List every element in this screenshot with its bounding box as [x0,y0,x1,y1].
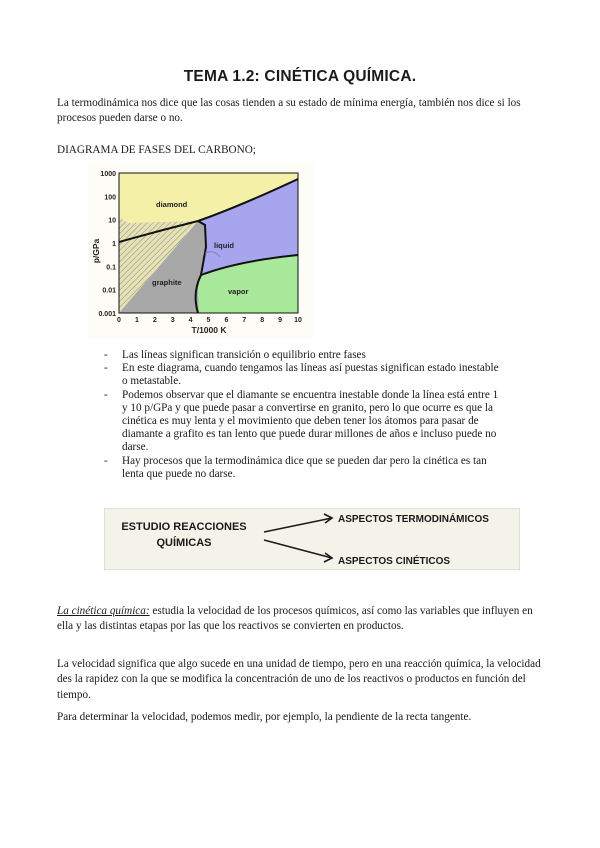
reaction-study-diagram [104,508,520,570]
x-tick-label: 1 [134,317,139,324]
y-tick-label: 0.01 [102,287,116,295]
y-tick-label: 0.1 [106,264,116,272]
x-tick-label: 5 [206,317,211,324]
list-item [104,349,499,362]
diamond-label: diamond [156,200,188,209]
x-tick-label: 9 [278,317,283,324]
bullet-list [104,349,499,481]
list-item [104,389,499,455]
bullet-marker: - [104,349,108,361]
kinetics-definition-paragraph [57,604,547,635]
kinetics-definition: estudia la velocidad de los procesos químicos, así como las variables que influyen en ella y las distintas etapas por las que los reactivos se convierten en productos. [57,605,533,633]
determine-velocity-paragraph: Para determinar la velocidad, podemos medir, por ejemplo, la pendiente de la recta tangente. [57,711,472,723]
study-source-line2: QUÍMICAS [156,537,212,549]
bullet-marker: - [104,362,108,375]
y-tick-label: 0.001 [98,311,116,318]
x-tick-label: 6 [224,317,229,324]
y-axis-label: p/GPa [91,238,101,264]
y-tick-label: 1000 [100,171,116,178]
bullet-text: En este diagrama, cuando tengamos las líneas así puestas significan estado inestable o metastable. [122,362,499,388]
x-tick-label: 0 [117,317,121,324]
study-source-line1: ESTUDIO REACCIONES [121,521,247,533]
vapor-label: vapor [228,287,249,296]
y-tick-label: 10 [108,217,116,225]
velocity-paragraph: La velocidad significa que algo sucede en una unidad de tiempo, pero en una reacción química, la velocidad des la rapidez con la que se modifica la concentración de uno de los reactivos o productos en función del tiempo. [57,658,541,701]
y-tick-label: 1 [112,241,116,248]
x-tick-label: 8 [260,317,265,324]
x-tick-label: 4 [188,317,193,324]
bullet-text: Podemos observar que el diamante se encuentra inestable donde la línea está entre 1 y 10 p/GPa y que puede pasar a convertirse en granito, pero lo que ocurre es que la cinética es muy lenta y el movimiento que deben tener los átomos para pasar de diamante a grafito es tan lento que puede durar millones de años e incluso puede no darse. [122,388,499,454]
x-tick-label: 7 [242,317,247,324]
bullet-marker: - [104,454,108,467]
list-item [104,362,499,388]
graphite-label: graphite [152,278,182,287]
bullet-text: Hay procesos que la termodinámica dice que se pueden dar pero la cinética es tan lenta que puede no darse. [122,454,487,480]
x-tick-label: 3 [170,317,175,324]
carbon-phase-diagram [88,163,313,338]
list-item [104,455,499,481]
page-title: TEMA 1.2: CINÉTICA QUÍMICA. [183,68,417,85]
study-target-bottom: ASPECTOS CINÉTICOS [338,556,451,567]
diagram-heading: DIAGRAMA DE FASES DEL CARBONO; [57,144,256,156]
intro-paragraph: La termodinámica nos dice que las cosas tienden a su estado de mínima energía, también nos dice si los procesos pueden darse o no. [57,97,521,125]
x-tick-label: 2 [152,317,157,324]
study-target-top: ASPECTOS TERMODINÁMICOS [338,514,489,525]
kinetics-term: La cinética química: [57,605,150,617]
x-tick-label: 10 [294,317,302,324]
bullet-text: Las líneas significan transición o equilibrio entre fases [122,349,366,361]
liquid-label: liquid [214,241,234,250]
bullet-marker: - [104,388,108,401]
x-axis-label: T/1000 K [191,325,227,335]
y-tick-label: 100 [104,194,116,202]
